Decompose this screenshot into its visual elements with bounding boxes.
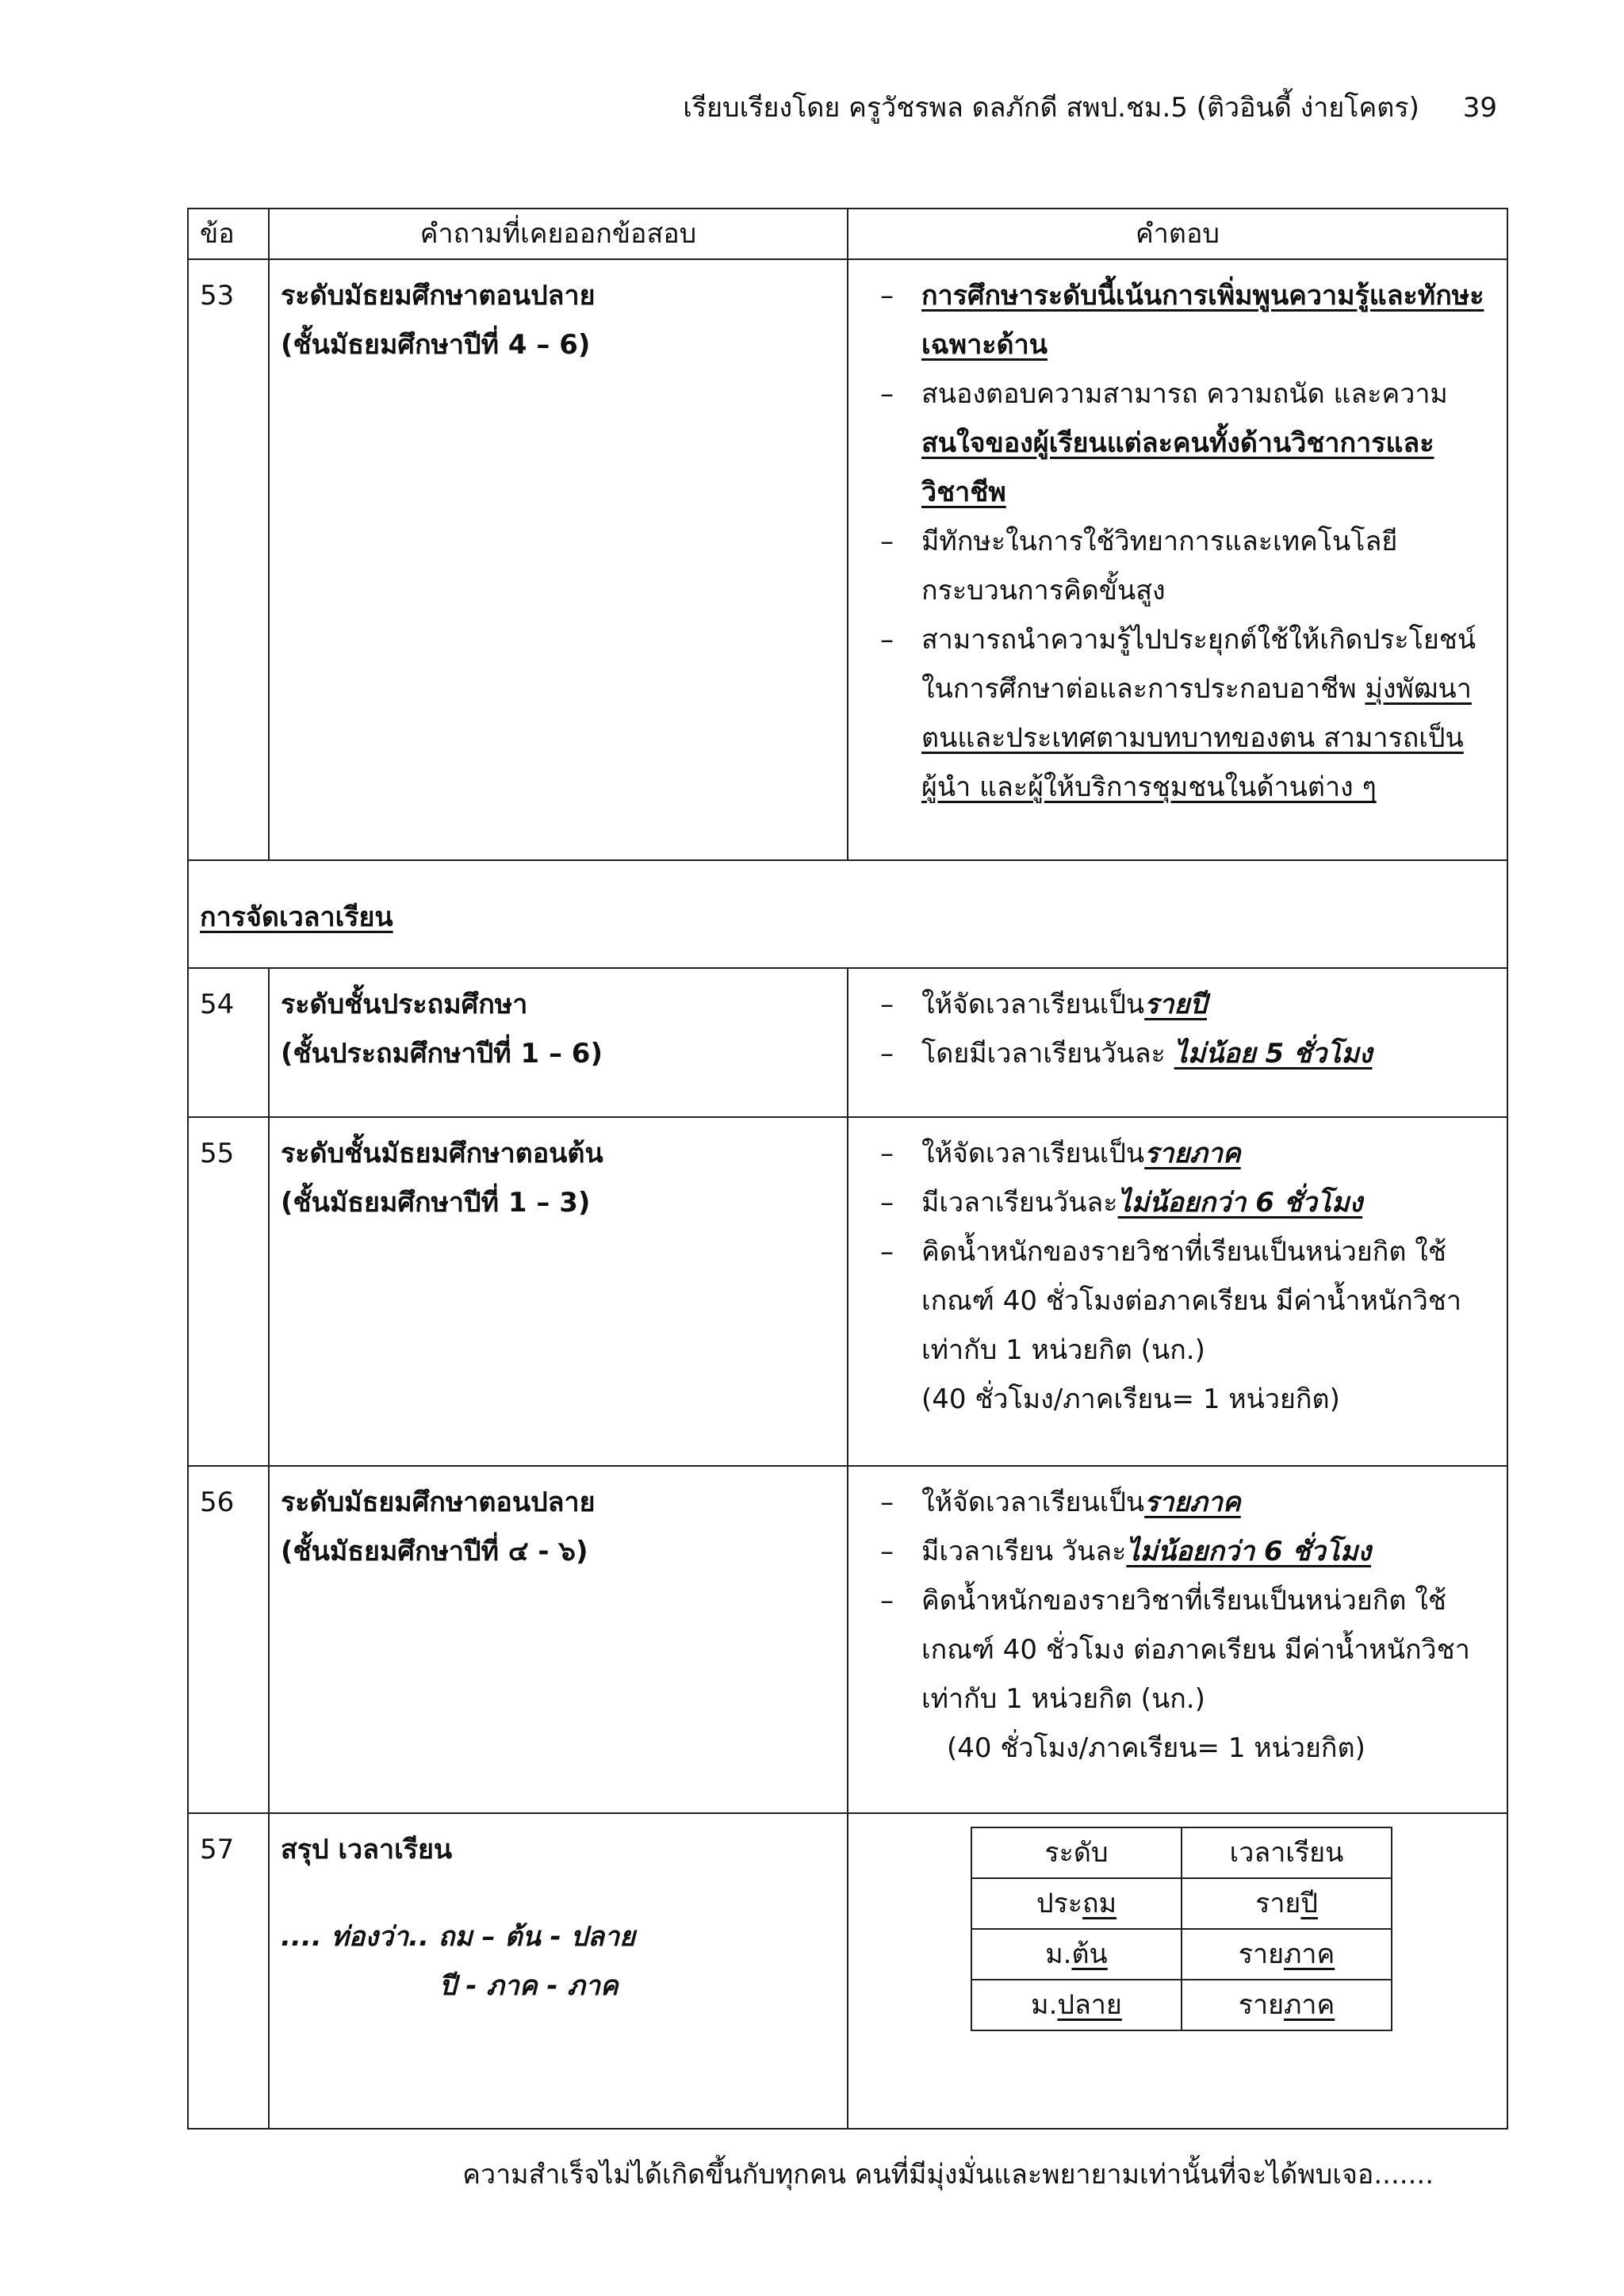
answer-item: – มีเวลาเรียน วันละไม่น้อยกว่า 6 ชั่วโมง (880, 1536, 1371, 1567)
table-row (188, 259, 1507, 860)
answer-cell (848, 259, 1507, 860)
mnemonic-line: .... ท่องว่า.. ถม – ต้น - ปลาย (281, 1921, 635, 1953)
answer-note: (40 ชั่วโมง/ภาคเรียน= 1 หน่วยกิต) (947, 1732, 1365, 1764)
answer-item: – ให้จัดเวลาเรียนเป็นรายภาค (880, 1138, 1241, 1169)
mnemonic-line: ปี - ภาค - ภาค (439, 1970, 619, 2002)
section-title-cell (188, 860, 1507, 968)
question-line: ระดับมัธยมศึกษาตอนปลาย (281, 280, 596, 312)
answer-item: – โดยมีเวลาเรียนวันละ ไม่น้อย 5 ชั่วโมง (880, 1038, 1373, 1070)
summary-row: ม.ปลาย รายภาค (971, 1980, 1392, 2030)
answer-cell (848, 1813, 1507, 2129)
page-number: 39 (1462, 92, 1497, 124)
question-cell: ระดับชั้นมัธยมศึกษาตอนต้น (ชั้นมัธยมศึกษาปีที่ 1 – 3) (269, 1117, 848, 1466)
row-number: 55 (188, 1117, 269, 1466)
answer-item: – ให้จัดเวลาเรียนเป็นรายปี (880, 989, 1208, 1020)
row-number: 54 (188, 968, 269, 1117)
row-number: 56 (188, 1466, 269, 1813)
page-header (683, 86, 1497, 128)
header-no: ข้อ (188, 209, 269, 259)
answer-item: – คิดน้ำหนักของรายวิชาที่เรียนเป็นหน่วยกิต ใช้เกณฑ์ 40 ชั่วโมงต่อภาคเรียน มีค่าน้ำหนักวิชาเท่ากับ 1 หน่วยกิต (นก.) (880, 1236, 1461, 1366)
summary-header-row: ระดับ เวลาเรียน (971, 1827, 1392, 1878)
row-number: 53 (188, 259, 269, 860)
table-row (188, 1466, 1507, 1813)
answer-item: – สนองตอบความสามารถ ความถนัด และความสนใจของผู้เรียนแต่ละคนทั้งด้านวิชาการและวิชาชีพ (880, 378, 1448, 508)
answer-cell (848, 1466, 1507, 1813)
exam-table (187, 208, 1508, 2130)
summary-row: ประถม รายปี (971, 1878, 1392, 1929)
table-row (188, 1813, 1507, 2129)
header-answer: คำตอบ (848, 209, 1507, 259)
answer-note: (40 ชั่วโมง/ภาคเรียน= 1 หน่วยกิต) (921, 1383, 1340, 1415)
question-cell (269, 259, 848, 860)
answer-item: – คิดน้ำหนักของรายวิชาที่เรียนเป็นหน่วยกิต ใช้เกณฑ์ 40 ชั่วโมง ต่อภาคเรียน มีค่าน้ำหนักวิชา เท่ากับ 1 หน่วยกิต (นก.) (880, 1585, 1470, 1715)
summary-row: ม.ต้น รายภาค (971, 1929, 1392, 1980)
question-cell: สรุป เวลาเรียน .... ท่องว่า.. ถม – ต้น - ปลาย ปี - ภาค - ภาค (269, 1813, 848, 2129)
answer-item: – มีทักษะในการใช้วิทยาการและเทคโนโลยี กระบวนการคิดขั้นสูง (880, 526, 1398, 607)
header-text: เรียบเรียงโดย ครูวัชรพล ดลภักดี สพป.ชม.5 (ติวอินดี้ ง่ายโคตร) (683, 92, 1419, 124)
answer-item: – สามารถนำความรู้ไปประยุกต์ใช้ให้เกิดประโยชน์ในการศึกษาต่อและการประกอบอาชีพ มุ่งพัฒนาตนและประเทศตามบทบาทของตน สามารถเป็นผู้นำ และผู้ให้บริการชุมชนในด้านต่าง ๆ (880, 624, 1477, 803)
table-row (188, 1117, 1507, 1466)
answer-item: – มีเวลาเรียนวันละไม่น้อยกว่า 6 ชั่วโมง (880, 1187, 1363, 1219)
answer-item: – ให้จัดเวลาเรียนเป็นรายภาค (880, 1487, 1241, 1518)
table-header-row (188, 209, 1507, 259)
answer-cell (848, 968, 1507, 1117)
question-line: (ชั้นมัธยมศึกษาปีที่ 4 – 6) (281, 329, 591, 361)
section-row (188, 860, 1507, 968)
row-number: 57 (188, 1813, 269, 2129)
answer-cell (848, 1117, 1507, 1466)
page-footer: ความสำเร็จไม่ได้เกิดขึ้นกับทุกคน คนที่มีมุ่งมั่นและพยายามเท่านั้นที่จะได้พบเจอ....... (462, 2159, 1434, 2191)
question-cell: ระดับชั้นประถมศึกษา (ชั้นประถมศึกษาปีที่ 1 – 6) (269, 968, 848, 1117)
header-question: คำถามที่เคยออกข้อสอบ (269, 209, 848, 259)
summary-table (971, 1827, 1392, 2031)
question-cell: ระดับมัธยมศึกษาตอนปลาย (ชั้นมัธยมศึกษาปีที่ ๔ - ๖) (269, 1466, 848, 1813)
section-title: การจัดเวลาเรียน (200, 901, 393, 933)
answer-item: – การศึกษาระดับนี้เน้นการเพิ่มพูนความรู้และทักษะเฉพาะด้าน (880, 280, 1484, 361)
table-row (188, 968, 1507, 1117)
